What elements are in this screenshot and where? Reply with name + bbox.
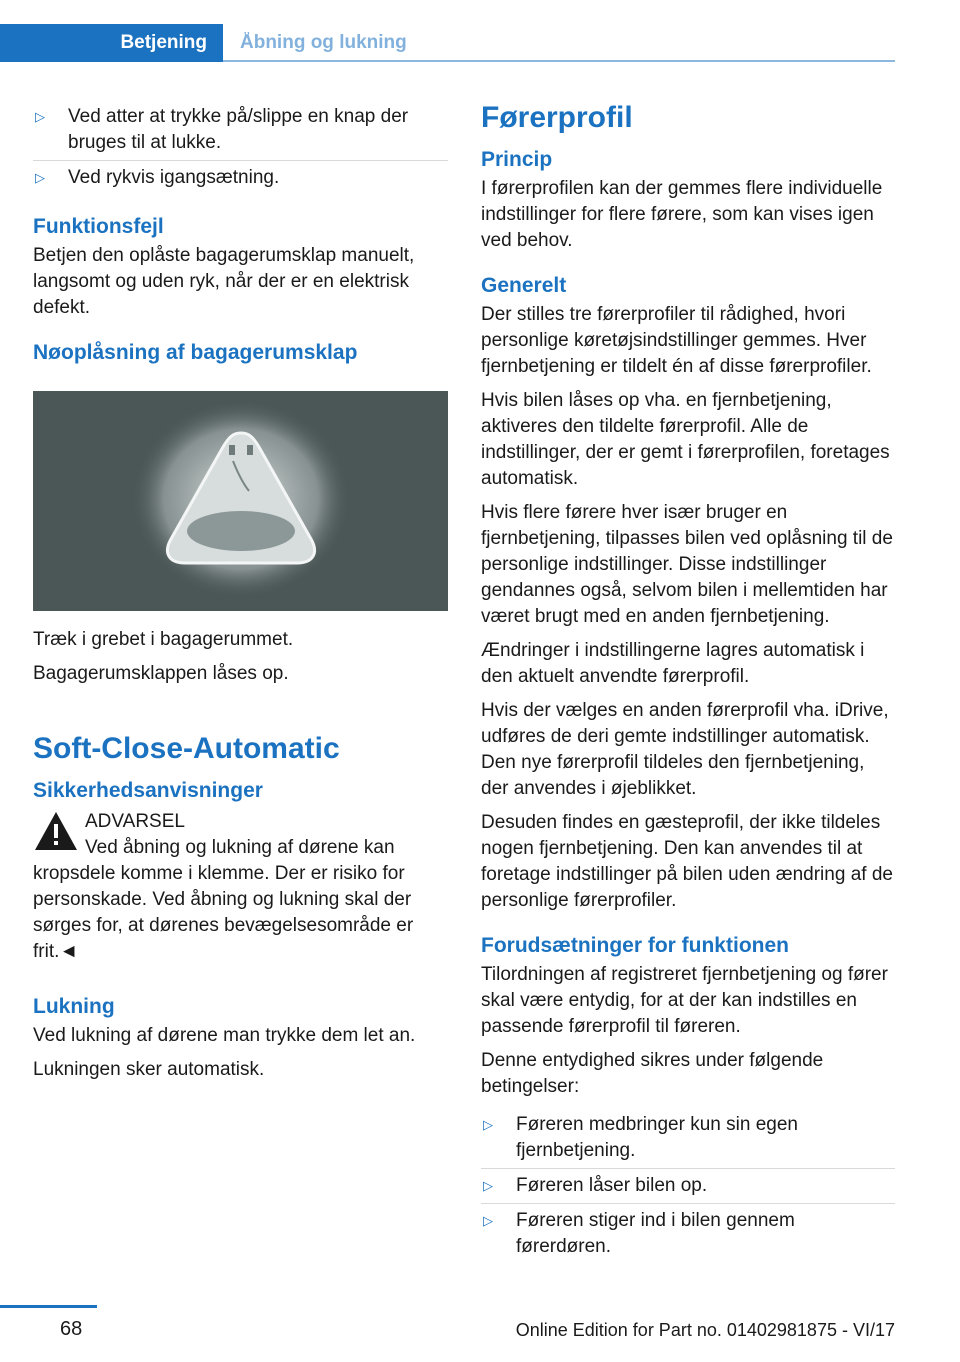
- paragraph: Bagagerumsklappen låses op.: [33, 663, 289, 684]
- paragraph: Hvis flere førere hver især bruger en fjernbetjening, tilpasses bilen ved oplåsning til de personlige indstillinger. Disse indstillinger gendannes også, selvom bilen i mellemtiden har været brugt med en anden fjernbetjening.: [481, 502, 893, 627]
- bullet-triangle-icon: ▷: [35, 109, 45, 124]
- list-item: ▷ Føreren medbringer kun sin egen fjernbetjening.: [481, 1108, 895, 1169]
- paragraph: Lukningen sker automatisk.: [33, 1059, 265, 1080]
- section-title-forerprofil: Førerprofil: [481, 101, 633, 134]
- paragraph: Træk i grebet i bagagerummet.: [33, 629, 294, 650]
- heading-lukning: Lukning: [33, 995, 115, 1018]
- heading-forudsaetninger: Forudsætninger for funktionen: [481, 934, 789, 957]
- paragraph: I førerprofilen kan der gemmes flere individuelle indstillinger for flere førere, som kan vises igen ved behov.: [481, 178, 883, 251]
- paragraph: Desuden findes en gæsteprofil, der ikke tildeles nogen fjernbetjening. Den kan anvendes til at foretage indstillinger på bilen uden ændring af de personlige førerprofiler.: [481, 812, 893, 911]
- page-number: 68: [60, 1318, 83, 1340]
- paragraph: Hvis der vælges en anden førerprofil vha. iDrive, udføres de deri gemte indstillinger automatisk. Den nye førerprofil tildeles den fjernbetjening, der anvendes i øjeblikket.: [481, 700, 889, 799]
- paragraph: Hvis bilen låses op vha. en fjernbetjening, aktiveres den tildelte førerprofil. Alle de indstillinger, der er gemt i førerprofilen, foretages automatisk.: [481, 390, 890, 489]
- edition-note: Online Edition for Part no. 01402981875 - VI/17: [515, 1320, 895, 1340]
- paragraph: Ved lukning af dørene man trykke dem let an.: [33, 1025, 416, 1046]
- warning-label: ADVARSEL: [85, 811, 185, 832]
- section-tab: Åbning og lukning: [240, 32, 407, 53]
- bullet-list-conditions: [481, 1108, 895, 1264]
- bullet-triangle-icon: ▷: [483, 1213, 493, 1228]
- trunk-release-handle-illustration: [33, 391, 448, 611]
- right-column: [481, 100, 895, 1278]
- page-header: [0, 0, 895, 62]
- warning-block: [33, 809, 448, 965]
- paragraph: Betjen den oplåste bagagerumsklap manuelt, langsomt og uden ryk, når der er en elektrisk defekt.: [33, 245, 415, 318]
- trunk-release-handle-photo: [33, 391, 448, 611]
- left-column: [33, 100, 448, 1091]
- list-item: ▷ Ved atter at trykke på/slippe en knap der bruges til at lukke.: [33, 100, 448, 161]
- paragraph: Denne entydighed sikres under følgende betingelser:: [481, 1050, 824, 1097]
- chapter-tab: Betjening: [0, 24, 223, 62]
- header-rule-light: [223, 60, 895, 62]
- footer-rule: [0, 1305, 97, 1308]
- warning-triangle-icon: [33, 809, 79, 853]
- bullet-triangle-icon: ▷: [483, 1117, 493, 1132]
- bullet-list-top: [33, 100, 448, 195]
- paragraph: Ændringer i indstillingerne lagres automatisk i den aktuelt anvendte førerprofil.: [481, 640, 865, 687]
- section-title-softclose: Soft-Close-Automatic: [33, 732, 340, 765]
- list-item: ▷ Ved rykvis igangsætning.: [33, 161, 448, 195]
- paragraph: Der stilles tre førerprofiler til rådighed, hvori personlige køretøjsindstillinger gemmes. Hver fjernbetjening er tildelt én af disse førerprofiler.: [481, 304, 872, 377]
- bullet-triangle-icon: ▷: [483, 1178, 493, 1193]
- heading-generelt: Generelt: [481, 274, 567, 297]
- paragraph: Tilordningen af registreret fjernbetjening og fører skal være entydig, for at der kan indstilles en passende førerprofil til føreren.: [481, 964, 888, 1037]
- list-item: ▷ Føreren låser bilen op.: [481, 1169, 895, 1204]
- list-item: ▷ Føreren stiger ind i bilen gennem førerdøren.: [481, 1204, 895, 1264]
- heading-nodoplasning: Nøoplåsning af bagagerumsklap: [33, 341, 358, 364]
- heading-princip: Princip: [481, 148, 553, 171]
- heading-sikkerhedsanvisninger: Sikkerhedsanvisninger: [33, 779, 263, 802]
- bullet-triangle-icon: ▷: [35, 170, 45, 185]
- heading-funktionsfejl: Funktionsfejl: [33, 215, 164, 238]
- warning-text: Ved åbning og lukning af dørene kan kropsdele komme i klemme. Der er risiko for personskade. Ved åbning og lukning skal der sørges for, at dørenes bevægelsesområde er frit.◄: [33, 837, 414, 962]
